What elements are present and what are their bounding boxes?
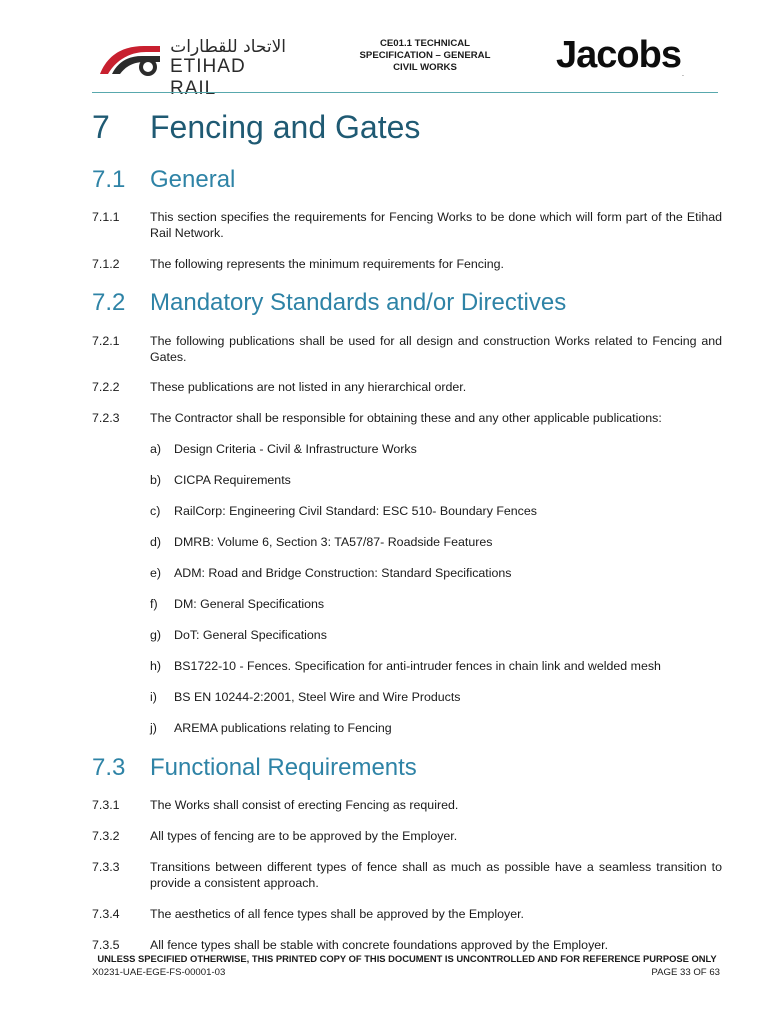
list-item	[150, 441, 417, 457]
list-item	[150, 534, 492, 550]
etihad-arabic-wordmark: الاتحاد للقطارات	[170, 37, 286, 57]
clause-text: Transitions between different types of fence shall as much as possible have a seamless transition to provide a consistent approach.	[150, 860, 722, 891]
clause-number: 7.3.3	[92, 860, 120, 874]
footer-control-notice: UNLESS SPECIFIED OTHERWISE, THIS PRINTED COPY OF THIS DOCUMENT IS UNCONTROLLED AND FOR REFERENCE PURPOSE ONLY	[97, 953, 717, 964]
list-item-letter: b)	[150, 473, 162, 487]
section-heading	[92, 106, 420, 148]
subsection-title: Functional Requirements	[150, 754, 417, 781]
clause-number: 7.3.2	[92, 829, 120, 843]
list-item-letter: f)	[150, 597, 158, 611]
jacobs-wordmark: Jacobs	[556, 34, 681, 76]
jacobs-logo	[556, 34, 683, 76]
list-item-text: CICPA Requirements	[174, 473, 291, 487]
footer-document-code: X0231-UAE-EGE-FS-00001-03	[92, 967, 226, 978]
list-item-text: BS1722-10 - Fences. Specification for anti-intruder fences in chain link and welded mesh	[174, 659, 661, 673]
section-number: 7	[92, 109, 110, 145]
clause-number: 7.3.4	[92, 907, 120, 921]
list-item-text: DM: General Specifications	[174, 597, 325, 611]
clause-number: 7.1.2	[92, 257, 120, 271]
list-item	[150, 596, 324, 612]
clause-text: These publications are not listed in any hierarchical order.	[150, 380, 467, 394]
list-item-text: DMRB: Volume 6, Section 3: TA57/87- Roadside Features	[174, 535, 493, 549]
subsection-title: Mandatory Standards and/or Directives	[150, 289, 567, 316]
clause-text: The following represents the minimum requirements for Fencing.	[150, 257, 504, 271]
etihad-latin-wordmark: ETIHAD RAIL	[170, 56, 246, 99]
clause-text: All types of fencing are to be approved by the Employer.	[150, 829, 458, 843]
list-item	[150, 658, 661, 674]
clause-number: 7.3.1	[92, 798, 120, 812]
etihad-rail-logo	[98, 36, 290, 99]
list-item-text: ADM: Road and Bridge Construction: Standard Specifications	[174, 566, 512, 580]
subsection-title: General	[150, 166, 236, 193]
subsection-heading-functional	[92, 753, 417, 783]
clause-paragraph	[92, 906, 722, 922]
etihad-rail-mark-icon	[98, 40, 162, 76]
list-item-letter: e)	[150, 566, 162, 580]
clause-text: This section specifies the requirements for Fencing Works to be done which will form part of the Etihad Rail Network.	[150, 210, 722, 241]
list-item-text: RailCorp: Engineering Civil Standard: ESC 510- Boundary Fences	[174, 504, 537, 518]
list-item	[150, 627, 327, 643]
subsection-number: 7.2	[92, 289, 126, 316]
clause-paragraph	[92, 256, 722, 272]
clause-text: The following publications shall be used for all design and construction Works related to Fencing and Gates.	[150, 334, 722, 365]
list-item-letter: c)	[150, 504, 161, 518]
clause-number: 7.1.1	[92, 210, 120, 224]
clause-text: The Works shall consist of erecting Fencing as required.	[150, 798, 459, 812]
list-item-letter: g)	[150, 628, 162, 642]
document-title-line: CIVIL WORKS	[393, 62, 457, 73]
clause-paragraph	[92, 333, 722, 366]
list-item	[150, 503, 537, 519]
list-item-text: BS EN 10244-2:2001, Steel Wire and Wire Products	[174, 690, 461, 704]
list-item	[150, 689, 461, 705]
clause-number: 7.2.2	[92, 380, 120, 394]
list-item-text: DoT: General Specifications	[174, 628, 327, 642]
clause-paragraph	[92, 859, 722, 892]
clause-paragraph	[92, 209, 722, 242]
list-item-letter: j)	[150, 721, 157, 735]
clause-number: 7.3.5	[92, 938, 120, 952]
clause-paragraph	[92, 937, 722, 953]
clause-paragraph	[92, 828, 722, 844]
clause-number: 7.2.3	[92, 411, 120, 425]
list-item-text: Design Criteria - Civil & Infrastructure Works	[174, 442, 417, 456]
header-divider	[92, 92, 718, 93]
section-title: Fencing and Gates	[150, 109, 421, 145]
list-item-letter: d)	[150, 535, 162, 549]
list-item	[150, 720, 392, 736]
list-item-letter: h)	[150, 659, 162, 673]
clause-paragraph	[92, 410, 722, 426]
subsection-number: 7.3	[92, 754, 126, 781]
list-item	[150, 565, 511, 581]
subsection-heading-general	[92, 165, 235, 195]
subsection-heading-standards	[92, 288, 566, 318]
list-item-letter: a)	[150, 442, 162, 456]
list-item-letter: i)	[150, 690, 157, 704]
list-item	[150, 472, 291, 488]
clause-paragraph	[92, 379, 722, 395]
footer-page-number: PAGE 33 OF 63	[651, 967, 720, 978]
clause-text: The Contractor shall be responsible for obtaining these and any other applicable publications:	[150, 411, 662, 425]
document-title-line: CE01.1 TECHNICAL	[379, 38, 471, 49]
clause-number: 7.2.1	[92, 334, 120, 348]
subsection-number: 7.1	[92, 166, 126, 193]
document-title-line: SPECIFICATION – GENERAL	[359, 50, 491, 61]
list-item-text: AREMA publications relating to Fencing	[174, 721, 392, 735]
clause-paragraph	[92, 797, 722, 813]
document-title-block	[350, 38, 500, 74]
clause-text: The aesthetics of all fence types shall be approved by the Employer.	[150, 907, 524, 921]
clause-text: All fence types shall be stable with concrete foundations approved by the Employer.	[150, 938, 609, 952]
jacobs-trademark-mark: .	[681, 71, 683, 78]
